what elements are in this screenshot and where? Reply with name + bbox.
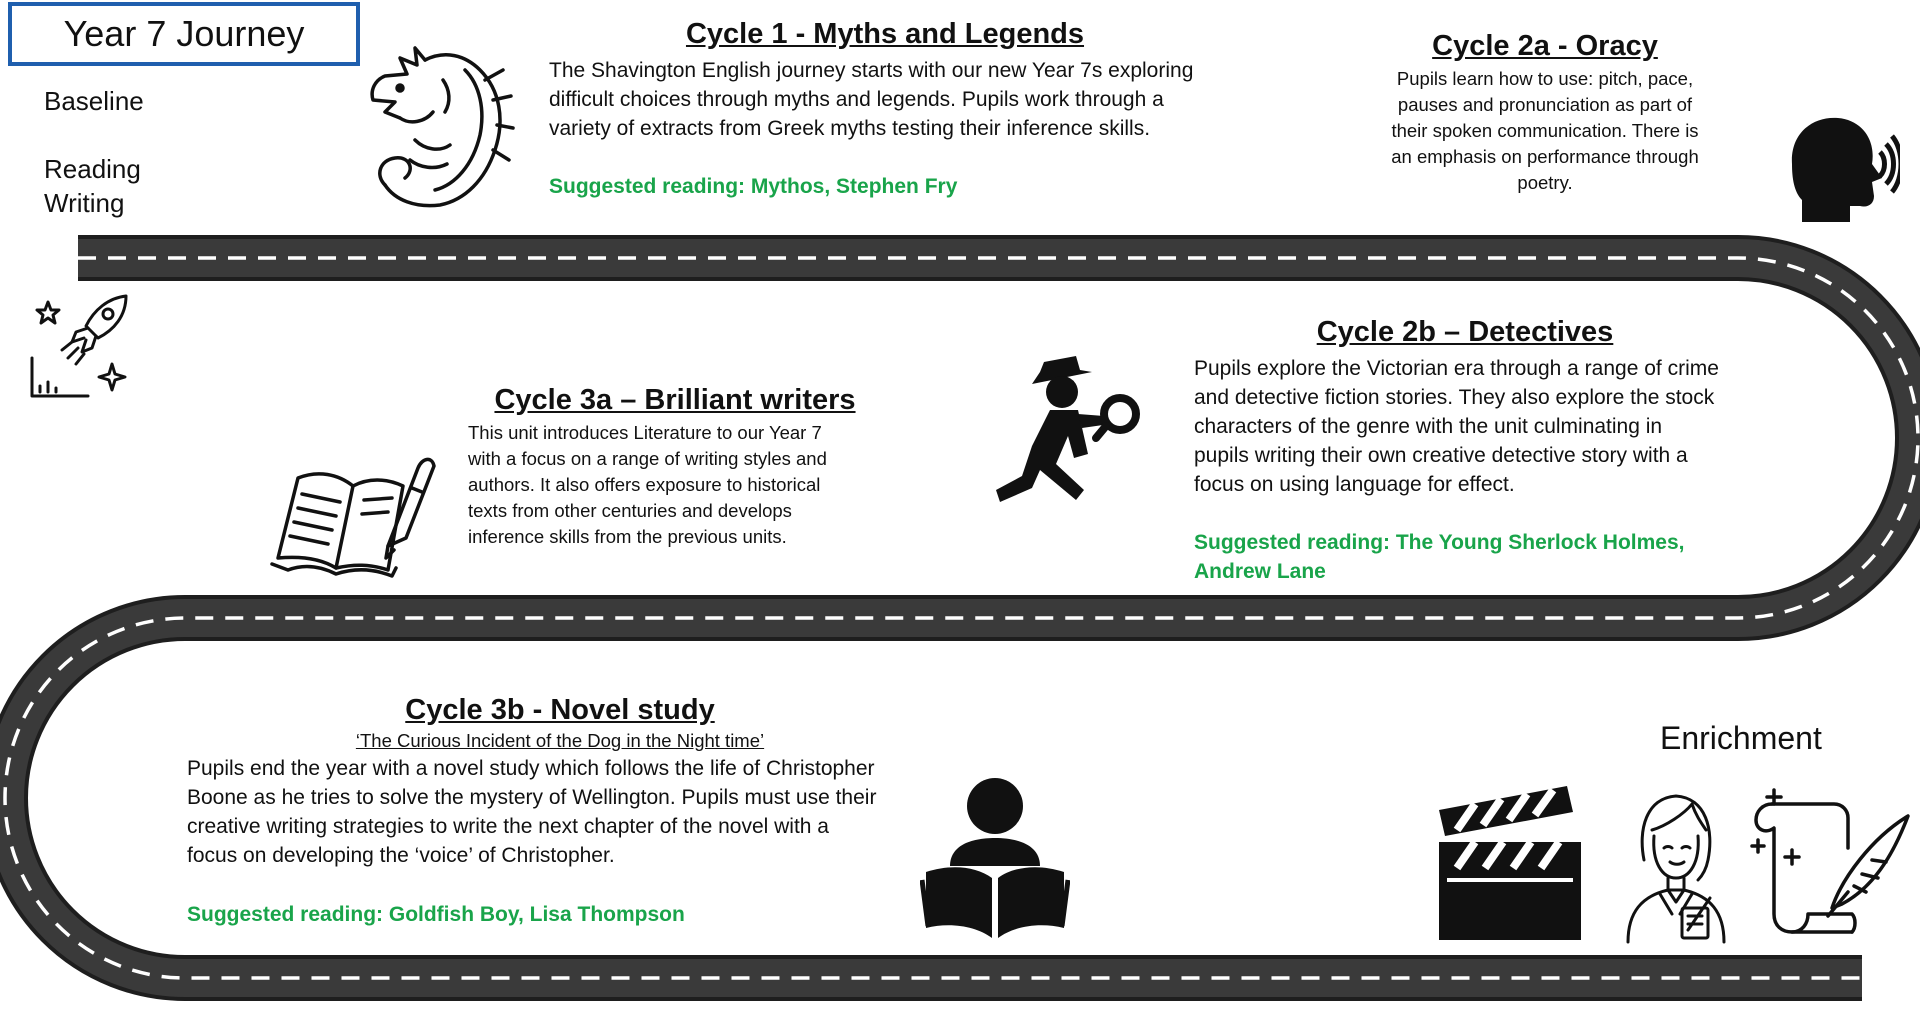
reading-label: Reading — [44, 154, 141, 184]
cycle3b-line: focus on developing the ‘voice’ of Christopher. — [187, 844, 615, 867]
page-title: Year 7 Journey — [8, 2, 360, 66]
rocket-icon — [28, 292, 138, 400]
cycle3a-line: inference skills from the previous units. — [468, 526, 787, 547]
cycle2a-heading: Cycle 2a - Oracy — [1432, 30, 1658, 62]
cycle3b-line: Pupils end the year with a novel study which follows the life of Christopher — [187, 757, 875, 780]
cycle3b-line: creative writing strategies to write the next chapter of the novel with a — [187, 815, 829, 838]
cycle2b-line: and detective fiction stories. They also explore the stock — [1194, 386, 1715, 409]
open-book-quill-icon — [268, 428, 438, 578]
cycle2b-reading-line: Andrew Lane — [1194, 560, 1326, 583]
cycle3a-line: texts from other centuries and develops — [468, 500, 792, 521]
cycle3a-line: authors. It also offers exposure to historical — [468, 474, 821, 495]
cycle1-suggested-reading: Suggested reading: Mythos, Stephen Fry — [549, 175, 958, 198]
cycle3b-heading: Cycle 3b - Novel study — [405, 694, 715, 726]
baseline-label: Baseline — [44, 86, 144, 116]
cycle1-line: variety of extracts from Greek myths testing their inference skills. — [549, 117, 1151, 140]
cycle2b-line: pupils writing their own creative detective story with a — [1194, 444, 1688, 467]
cycle1-body — [549, 56, 1289, 143]
cycle2b-reading-line: Suggested reading: The Young Sherlock Holmes, — [1194, 531, 1685, 554]
cycle2b-line: Pupils explore the Victorian era through a range of crime — [1194, 357, 1719, 380]
cycle2a-line: their spoken communication. There is — [1391, 120, 1699, 141]
cycle1-line: The Shavington English journey starts with our new Year 7s exploring — [549, 59, 1194, 82]
cycle2a-line: pauses and pronunciation as part of — [1397, 94, 1693, 115]
speaking-head-icon — [1780, 112, 1900, 224]
cycle2b-line: focus on using language for effect. — [1194, 473, 1515, 496]
detective-icon — [992, 350, 1142, 520]
cycle3b-body — [187, 754, 947, 870]
cycle2b-line: characters of the genre with the unit culminating in — [1194, 415, 1663, 438]
cycle1-heading: Cycle 1 - Myths and Legends — [685, 18, 1085, 50]
cycle2b-body — [1194, 354, 1754, 499]
cycle2a-line: Pupils learn how to use: pitch, pace, — [1396, 68, 1694, 89]
scroll-quill-icon — [1732, 788, 1910, 938]
cycle3b-subtitle: ‘The Curious Incident of the Dog in the Night time’ — [355, 730, 765, 751]
cycle3a-heading: Cycle 3a – Brilliant writers — [494, 384, 856, 416]
cycle2a-line: poetry. — [1517, 172, 1573, 193]
cycle2b-suggested-reading — [1194, 528, 1754, 586]
cycle2a-line: an emphasis on performance through — [1391, 146, 1699, 167]
cycle3b-suggested-reading: Suggested reading: Goldfish Boy, Lisa Thompson — [187, 903, 685, 926]
cycle1-line: difficult choices through myths and legends. Pupils work through a — [549, 88, 1164, 111]
writing-label: Writing — [44, 188, 125, 218]
clapperboard-icon — [1435, 782, 1585, 942]
cycle2b-heading: Cycle 2b – Detectives — [1316, 316, 1614, 348]
cycle3b-line: Boone as he tries to solve the mystery of Wellington. Pupils must use their — [187, 786, 877, 809]
cycle3a-line: This unit introduces Literature to our Year 7 — [468, 422, 822, 443]
dragon-icon — [355, 40, 515, 210]
cycle2a-body — [1375, 66, 1715, 196]
cycle3a-body — [468, 420, 888, 550]
enrichment-label: Enrichment — [1660, 720, 1822, 756]
student-icon — [1622, 790, 1730, 944]
cycle3a-line: with a focus on a range of writing styles and — [468, 448, 827, 469]
reader-icon — [920, 776, 1070, 940]
